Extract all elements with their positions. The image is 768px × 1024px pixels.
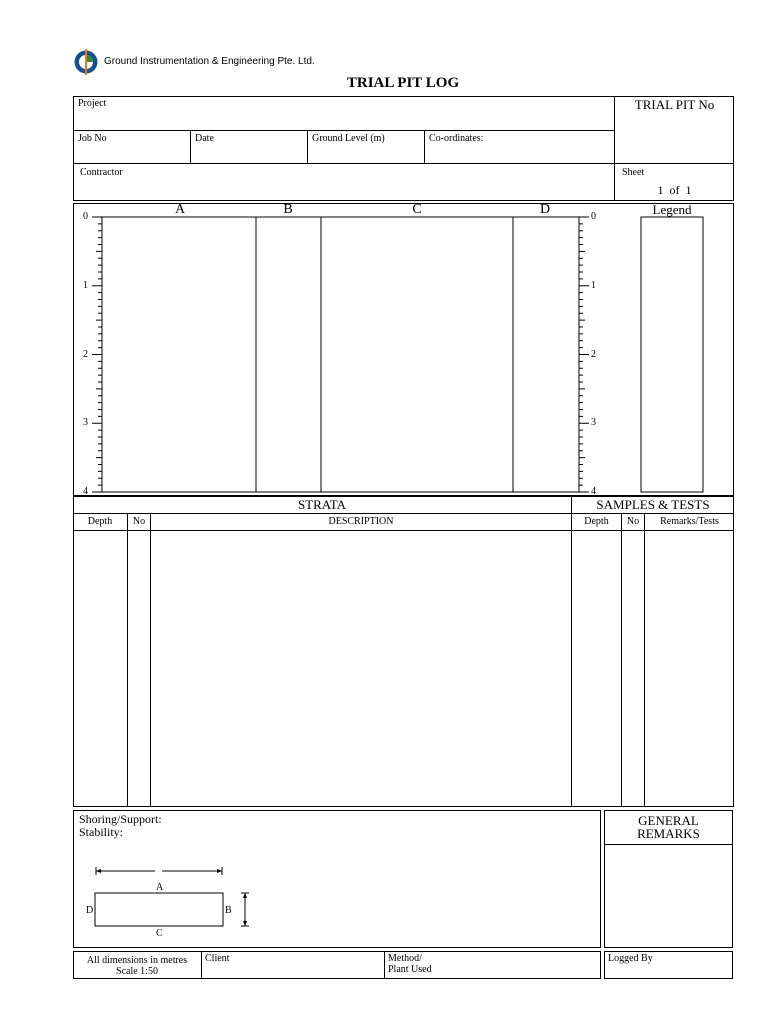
project-label: Project	[78, 98, 107, 109]
strata-description-header: DESCRIPTION	[328, 516, 394, 527]
job-no-label: Job No	[78, 133, 107, 144]
logged-by-label: Logged By	[608, 953, 653, 964]
strata-no-header: No	[132, 516, 146, 527]
method-line2: Plant Used	[388, 964, 432, 975]
method-line1: Method/	[388, 953, 422, 964]
depth-label-left: 3	[83, 417, 88, 429]
column-label-d: D	[539, 202, 551, 217]
pit-side-a: A	[156, 882, 164, 893]
scale-line: Scale 1:50	[116, 966, 158, 977]
company-name: Ground Instrumentation & Engineering Pte. Ltd.	[104, 56, 315, 67]
depth-label-right: 0	[591, 211, 596, 222]
samples-title: SAMPLES & TESTS	[596, 497, 710, 512]
pit-side-b: B	[225, 905, 232, 916]
column-label-b: B	[283, 202, 293, 217]
legend-label: Legend	[652, 202, 692, 217]
column-label-c: C	[412, 202, 422, 217]
date-label: Date	[195, 133, 214, 144]
samples-depth-header: Depth	[584, 516, 609, 527]
general-remarks-line1: GENERAL	[638, 813, 699, 828]
pit-side-c: C	[156, 928, 163, 939]
depth-label-right: 1	[591, 279, 596, 291]
sheet-value: 1 of 1	[657, 183, 692, 197]
general-remarks-line2: REMARKS	[637, 826, 700, 841]
samples-remarks-header: Remarks/Tests	[660, 516, 719, 527]
depth-label-left: 0	[83, 211, 88, 222]
shoring-label: Shoring/Support:	[79, 812, 162, 826]
samples-no-header: No	[626, 516, 640, 527]
depth-label-left: 1	[83, 279, 88, 291]
ground-level-label: Ground Level (m)	[312, 133, 385, 144]
coordinates-label: Co-ordinates:	[429, 133, 484, 144]
depth-label-right: 3	[591, 417, 596, 429]
depth-label-left: 4	[83, 486, 88, 497]
dimensions-note	[73, 955, 201, 977]
sheet-label: Sheet	[622, 167, 645, 178]
pit-side-d: D	[86, 905, 94, 916]
contractor-label: Contractor	[80, 167, 123, 178]
dimensions-line1: All dimensions in metres	[86, 955, 188, 966]
depth-label-right: 4	[591, 486, 596, 497]
general-remarks-title	[604, 814, 733, 840]
column-label-a: A	[174, 202, 186, 217]
depth-label-right: 2	[591, 348, 596, 360]
client-label: Client	[205, 953, 230, 964]
strata-depth-header: Depth	[87, 516, 113, 527]
strata-title: STRATA	[297, 497, 347, 512]
trial-pit-no-label: TRIAL PIT No	[634, 97, 715, 112]
method-label	[388, 953, 432, 975]
depth-label-left: 2	[83, 348, 88, 360]
form-title: TRIAL PIT LOG	[346, 75, 460, 91]
stability-label: Stability:	[79, 825, 124, 839]
